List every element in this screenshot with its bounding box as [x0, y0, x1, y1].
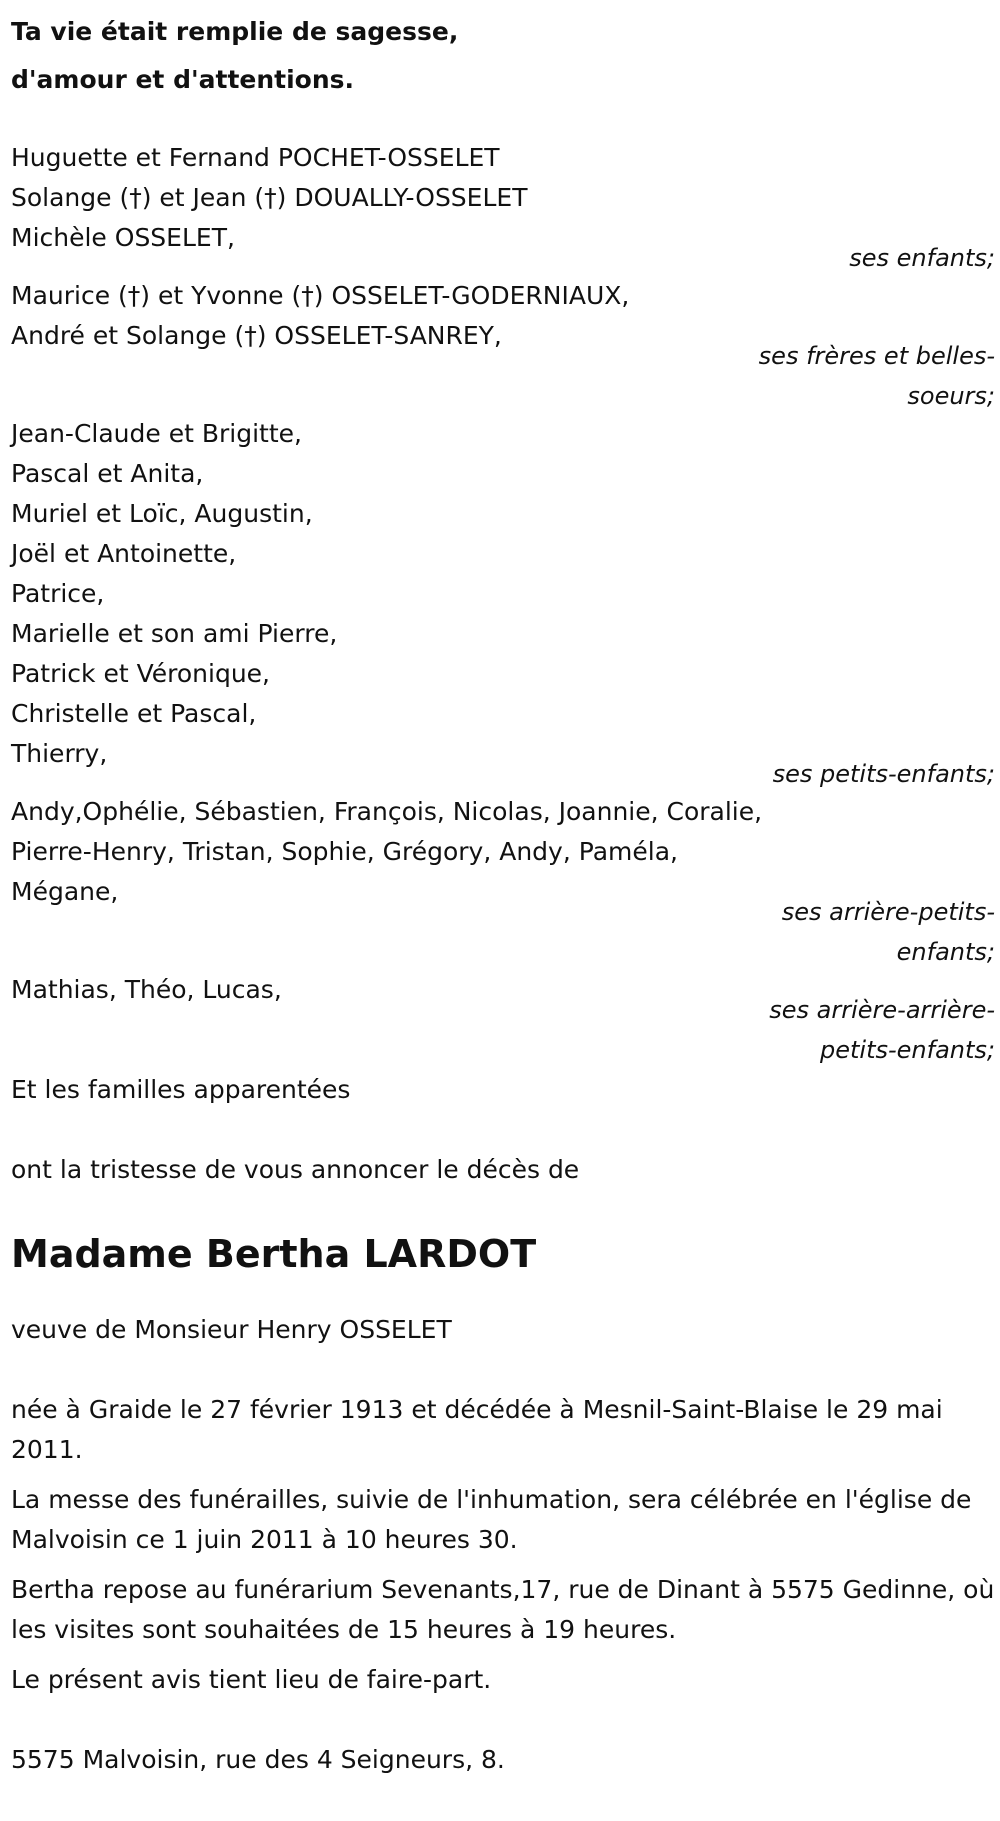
widow-of: veuve de Monsieur Henry OSSELET: [11, 1315, 452, 1344]
birth-death-dates: née à Graide le 27 février 1913 et décédée à Mesnil-Saint-Blaise le 29 mai 2011.: [11, 1395, 943, 1464]
family-line: Joël et Antoinette,: [11, 539, 237, 568]
family-line: Pascal et Anita,: [11, 459, 204, 488]
family-line: Thierry,: [11, 739, 108, 768]
family-line: Solange (†) et Jean (†) DOUALLY-OSSELET: [11, 183, 528, 212]
relation-children: ses enfants;: [849, 244, 995, 272]
family-line: Patrice,: [11, 579, 105, 608]
relation-great-great-grandchildren: ses arrière-arrière-petits-enfants;: [769, 996, 995, 1064]
family-line: Patrick et Véronique,: [11, 659, 270, 688]
family-line: Pierre-Henry, Tristan, Sophie, Grégory, Andy, Paméla,: [11, 837, 678, 866]
intro-line-2: d'amour et d'attentions.: [11, 65, 355, 94]
family-line: Muriel et Loïc, Augustin,: [11, 499, 313, 528]
relation-grandchildren: ses petits-enfants;: [772, 760, 995, 788]
relation-siblings: ses frères et belles-soeurs;: [758, 342, 995, 410]
family-line: Andy,Ophélie, Sébastien, François, Nicolas, Joannie, Coralie,: [11, 797, 763, 826]
related-families: Et les familles apparentées: [11, 1075, 351, 1104]
deceased-name: Madame Bertha LARDOT: [11, 1232, 537, 1276]
intro-quote: [11, 8, 995, 104]
funeral-home-details: Bertha repose au funérarium Sevenants,17, rue de Dinant à 5575 Gedinne, où les visites sont souhaitées de 15 heures à 19 heures.: [11, 1575, 995, 1644]
announcement-text: ont la tristesse de vous annoncer le décès de: [11, 1155, 580, 1184]
family-line: André et Solange (†) OSSELET-SANREY,: [11, 321, 502, 350]
family-address: 5575 Malvoisin, rue des 4 Seigneurs, 8.: [11, 1745, 505, 1774]
notice-text: Le présent avis tient lieu de faire-part.: [11, 1665, 492, 1694]
family-line: Maurice (†) et Yvonne (†) OSSELET-GODERNIAUX,: [11, 281, 630, 310]
family-line: Marielle et son ami Pierre,: [11, 619, 338, 648]
family-line: Huguette et Fernand POCHET-OSSELET: [11, 143, 500, 172]
family-line: Mégane,: [11, 877, 119, 906]
grandchildren-list: [11, 414, 995, 774]
relation-great-grandchildren: ses arrière-petits-enfants;: [781, 898, 995, 966]
family-line: Jean-Claude et Brigitte,: [11, 419, 302, 448]
family-line: Christelle et Pascal,: [11, 699, 257, 728]
family-line: Mathias, Théo, Lucas,: [11, 975, 282, 1004]
family-line: Michèle OSSELET,: [11, 223, 235, 252]
funeral-mass-details: La messe des funérailles, suivie de l'inhumation, sera célébrée en l'église de Malvoisin ce 1 juin 2011 à 10 heures 30.: [11, 1485, 972, 1554]
intro-line-1: Ta vie était remplie de sagesse,: [11, 17, 459, 46]
obituary-notice: [11, 0, 995, 1780]
